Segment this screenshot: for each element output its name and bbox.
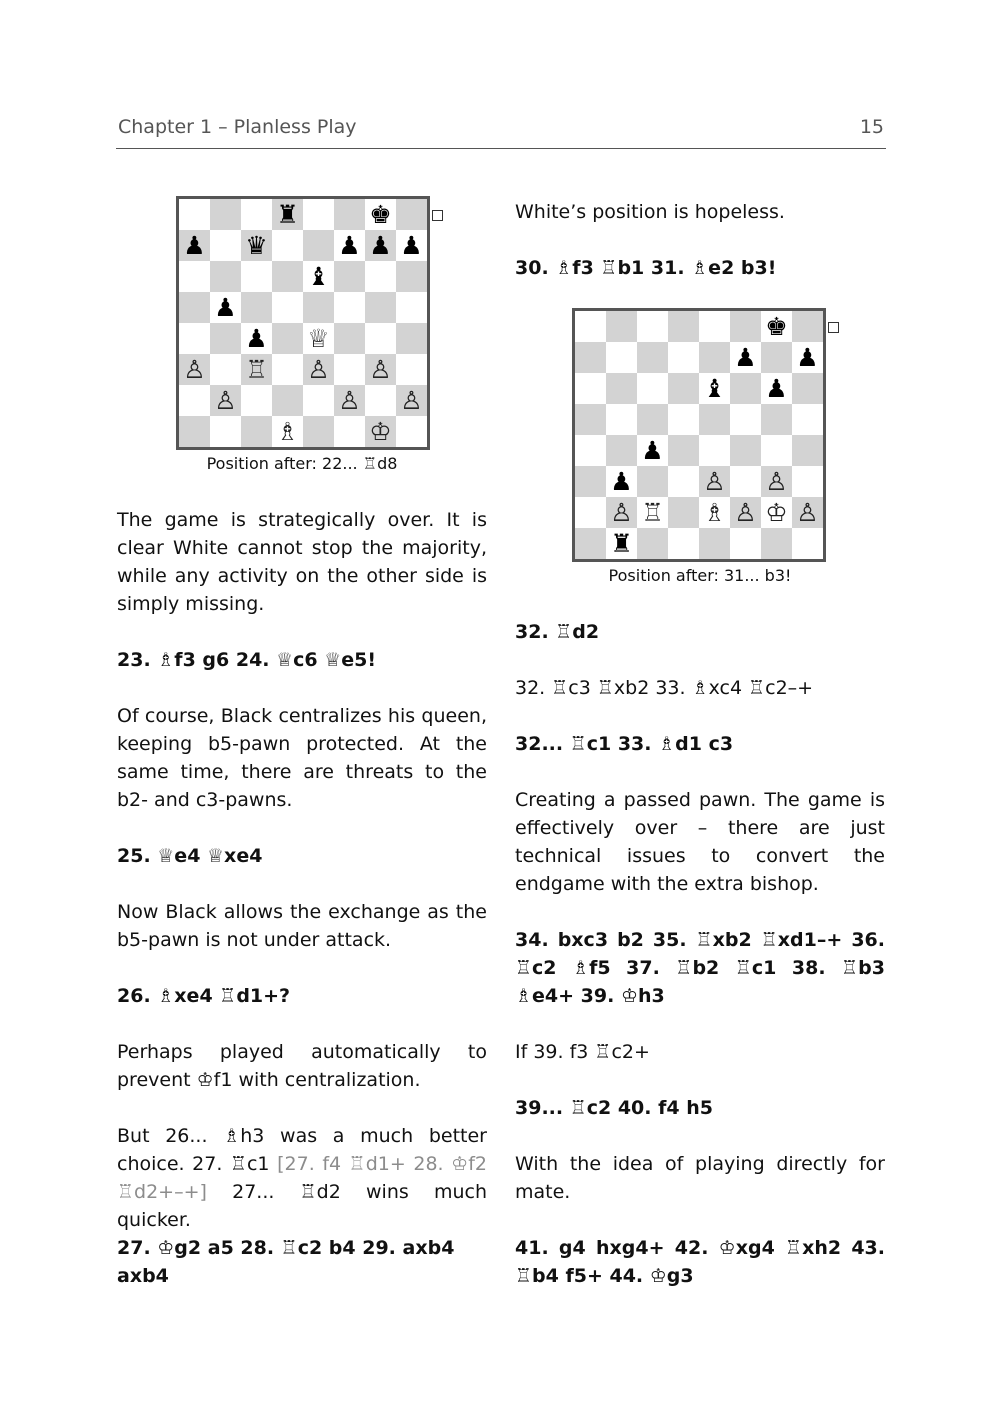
chess-piece-icon: ♟ xyxy=(734,343,757,372)
square-a8 xyxy=(575,311,606,342)
chess-piece-icon: ♟ xyxy=(245,324,268,353)
square-h1 xyxy=(792,528,823,559)
chess-piece-icon: ♝ xyxy=(703,374,726,403)
square-e8 xyxy=(303,199,334,230)
chess-piece-icon: ♟ xyxy=(338,231,361,260)
paragraph xyxy=(117,1122,487,1234)
square-b6 xyxy=(606,373,637,404)
chess-piece-icon: ♜ xyxy=(276,200,299,229)
move-line: 23. ♗f3 g6 24. ♕c6 ♕e5! xyxy=(117,649,377,671)
square-b1 xyxy=(606,528,637,559)
chess-piece-icon: ♙ xyxy=(369,355,392,384)
square-c7 xyxy=(637,342,668,373)
square-b4 xyxy=(210,323,241,354)
diagram-1 xyxy=(117,196,487,476)
chess-piece-icon: ♗ xyxy=(703,498,726,527)
paragraph: Of course, Black centralizes his queen, keeping b5-pawn protected. At the same time, there are threats to the b2- and c3-pawns. xyxy=(117,705,487,811)
square-e3 xyxy=(699,466,730,497)
chess-piece-icon: ♝ xyxy=(307,262,330,291)
square-a2 xyxy=(179,385,210,416)
square-d1 xyxy=(272,416,303,447)
square-c4 xyxy=(241,323,272,354)
chess-piece-icon: ♔ xyxy=(765,498,788,527)
move-line: 30. ♗f3 ♖b1 31. ♗e2 b3! xyxy=(515,257,777,279)
paragraph: White’s position is hopeless. xyxy=(515,201,785,223)
square-h5 xyxy=(396,292,427,323)
square-b5 xyxy=(606,404,637,435)
square-h8 xyxy=(792,311,823,342)
square-b8 xyxy=(210,199,241,230)
square-c8 xyxy=(241,199,272,230)
square-h1 xyxy=(396,416,427,447)
square-g7 xyxy=(761,342,792,373)
chess-piece-icon: ♚ xyxy=(765,312,788,341)
square-g4 xyxy=(365,323,396,354)
square-h5 xyxy=(792,404,823,435)
square-d3 xyxy=(668,466,699,497)
chess-piece-icon: ♚ xyxy=(369,200,392,229)
square-a6 xyxy=(179,261,210,292)
move-line: 26. ♗xe4 ♖d1+? xyxy=(117,985,291,1007)
square-a1 xyxy=(575,528,606,559)
chess-piece-icon: ♖ xyxy=(641,498,664,527)
square-g5 xyxy=(365,292,396,323)
chess-piece-icon: ♟ xyxy=(641,436,664,465)
square-f3 xyxy=(730,466,761,497)
page-number: 15 xyxy=(859,116,884,138)
square-e4 xyxy=(699,435,730,466)
paragraph: Now Black allows the exchange as the b5-pawn is not under attack. xyxy=(117,901,487,951)
square-h3 xyxy=(396,354,427,385)
paragraph: 32. ♖c3 ♖xb2 33. ♗xc4 ♖c2–+ xyxy=(515,677,814,699)
square-a6 xyxy=(575,373,606,404)
square-b2 xyxy=(210,385,241,416)
chess-piece-icon: ♙ xyxy=(307,355,330,384)
square-d5 xyxy=(272,292,303,323)
square-d7 xyxy=(668,342,699,373)
square-c3 xyxy=(637,466,668,497)
square-c7 xyxy=(241,230,272,261)
square-h7 xyxy=(396,230,427,261)
square-e5 xyxy=(699,404,730,435)
square-b7 xyxy=(606,342,637,373)
square-c4 xyxy=(637,435,668,466)
square-g2 xyxy=(761,497,792,528)
square-c5 xyxy=(241,292,272,323)
chapter-title: Chapter 1 – Planless Play xyxy=(118,116,357,138)
square-h6 xyxy=(792,373,823,404)
chess-piece-icon: ♙ xyxy=(400,386,423,415)
variation-bracket: [27. f4 ♖d1+ 28. ♔f2 ♖d2+–+] xyxy=(117,1153,487,1203)
chess-board-2 xyxy=(572,308,826,562)
square-d6 xyxy=(272,261,303,292)
chess-piece-icon: ♟ xyxy=(400,231,423,260)
square-e4 xyxy=(303,323,334,354)
square-e2 xyxy=(303,385,334,416)
square-h3 xyxy=(792,466,823,497)
move-line: 39... ♖c2 40. f4 h5 xyxy=(515,1097,713,1119)
square-b7 xyxy=(210,230,241,261)
square-h4 xyxy=(792,435,823,466)
square-b1 xyxy=(210,416,241,447)
square-b8 xyxy=(606,311,637,342)
square-b6 xyxy=(210,261,241,292)
square-a5 xyxy=(179,292,210,323)
square-f6 xyxy=(334,261,365,292)
square-c1 xyxy=(241,416,272,447)
square-d2 xyxy=(668,497,699,528)
square-a7 xyxy=(575,342,606,373)
chess-piece-icon: ♙ xyxy=(338,386,361,415)
square-a2 xyxy=(575,497,606,528)
page-header xyxy=(116,114,886,149)
square-h6 xyxy=(396,261,427,292)
square-c8 xyxy=(637,311,668,342)
side-to-move-marker xyxy=(432,210,443,221)
square-e6 xyxy=(303,261,334,292)
paragraph: The game is strategically over. It is clear White cannot stop the majority, while any activity on the other side is simply missing. xyxy=(117,509,487,615)
square-h4 xyxy=(396,323,427,354)
chess-piece-icon: ♙ xyxy=(703,467,726,496)
square-g3 xyxy=(365,354,396,385)
square-b2 xyxy=(606,497,637,528)
square-a7 xyxy=(179,230,210,261)
square-d3 xyxy=(272,354,303,385)
square-b5 xyxy=(210,292,241,323)
square-e7 xyxy=(303,230,334,261)
square-a3 xyxy=(179,354,210,385)
paragraph: Perhaps played automatically to prevent ♔f1 with centralization. xyxy=(117,1041,487,1091)
square-f6 xyxy=(730,373,761,404)
square-g1 xyxy=(365,416,396,447)
square-f4 xyxy=(334,323,365,354)
square-e3 xyxy=(303,354,334,385)
variation-text: But 26... ♗h3 was a much better choice. 27. ♖c1 xyxy=(117,1125,487,1175)
square-f5 xyxy=(730,404,761,435)
square-a1 xyxy=(179,416,210,447)
square-d8 xyxy=(668,311,699,342)
square-f1 xyxy=(334,416,365,447)
square-c6 xyxy=(241,261,272,292)
move-line: 32. ♖d2 xyxy=(515,621,600,643)
move-line: 41. g4 hxg4+ 42. ♔xg4 ♖xh2 43. ♖b4 f5+ 44. ♔g3 xyxy=(515,1237,885,1287)
variation-text-end: 27... ♖d2 wins much quicker. xyxy=(117,1181,487,1231)
square-a4 xyxy=(179,323,210,354)
chess-piece-icon: ♙ xyxy=(214,386,237,415)
square-g3 xyxy=(761,466,792,497)
chess-piece-icon: ♟ xyxy=(610,467,633,496)
paragraph: With the idea of playing directly for mate. xyxy=(515,1153,885,1203)
square-d1 xyxy=(668,528,699,559)
square-a3 xyxy=(575,466,606,497)
chess-piece-icon: ♙ xyxy=(765,467,788,496)
chess-piece-icon: ♙ xyxy=(610,498,633,527)
square-a5 xyxy=(575,404,606,435)
side-to-move-marker xyxy=(828,322,839,333)
chess-piece-icon: ♙ xyxy=(734,498,757,527)
chess-piece-icon: ♙ xyxy=(796,498,819,527)
square-c1 xyxy=(637,528,668,559)
chess-piece-icon: ♕ xyxy=(307,324,330,353)
square-g7 xyxy=(365,230,396,261)
chess-piece-icon: ♟ xyxy=(765,374,788,403)
diagram-2 xyxy=(515,308,885,588)
square-c2 xyxy=(241,385,272,416)
square-a4 xyxy=(575,435,606,466)
chess-piece-icon: ♗ xyxy=(276,417,299,446)
square-e6 xyxy=(699,373,730,404)
chess-piece-icon: ♜ xyxy=(610,529,633,558)
chess-piece-icon: ♟ xyxy=(214,293,237,322)
square-d7 xyxy=(272,230,303,261)
diagram-1-caption: Position after: 22... ♖d8 xyxy=(206,454,398,473)
square-e5 xyxy=(303,292,334,323)
square-e8 xyxy=(699,311,730,342)
square-h2 xyxy=(792,497,823,528)
square-g1 xyxy=(761,528,792,559)
square-a8 xyxy=(179,199,210,230)
square-c2 xyxy=(637,497,668,528)
square-d5 xyxy=(668,404,699,435)
square-e2 xyxy=(699,497,730,528)
diagram-2-caption: Position after: 31... b3! xyxy=(608,566,792,585)
paragraph: If 39. f3 ♖c2+ xyxy=(515,1041,650,1063)
square-e1 xyxy=(699,528,730,559)
square-g5 xyxy=(761,404,792,435)
square-c6 xyxy=(637,373,668,404)
square-g6 xyxy=(365,261,396,292)
square-f3 xyxy=(334,354,365,385)
chess-board-1 xyxy=(176,196,430,450)
move-line: 34. bxc3 b2 35. ♖xb2 ♖xd1–+ 36. ♖c2 ♗f5 37. ♖b2 ♖c1 38. ♖b3 ♗e4+ 39. ♔h3 xyxy=(515,929,885,1007)
square-h2 xyxy=(396,385,427,416)
paragraph: Creating a passed pawn. The game is effectively over – there are just technical issues to convert the endgame with the extra bishop. xyxy=(515,789,885,895)
square-g8 xyxy=(761,311,792,342)
square-f2 xyxy=(334,385,365,416)
square-b3 xyxy=(606,466,637,497)
square-d6 xyxy=(668,373,699,404)
square-f8 xyxy=(730,311,761,342)
move-line: 25. ♕e4 ♕xe4 xyxy=(117,845,263,867)
move-line: 32... ♖c1 33. ♗d1 c3 xyxy=(515,733,734,755)
chess-piece-icon: ♟ xyxy=(183,231,206,260)
square-f8 xyxy=(334,199,365,230)
chess-piece-icon: ♖ xyxy=(245,355,268,384)
square-e7 xyxy=(699,342,730,373)
square-c5 xyxy=(637,404,668,435)
chess-piece-icon: ♔ xyxy=(369,417,392,446)
chess-piece-icon: ♟ xyxy=(796,343,819,372)
chess-piece-icon: ♙ xyxy=(183,355,206,384)
square-b3 xyxy=(210,354,241,385)
square-d4 xyxy=(668,435,699,466)
chess-piece-icon: ♟ xyxy=(369,231,392,260)
square-g8 xyxy=(365,199,396,230)
square-e1 xyxy=(303,416,334,447)
square-b4 xyxy=(606,435,637,466)
chess-piece-icon: ♛ xyxy=(245,231,268,260)
square-f7 xyxy=(730,342,761,373)
square-d2 xyxy=(272,385,303,416)
square-g2 xyxy=(365,385,396,416)
square-d4 xyxy=(272,323,303,354)
square-g6 xyxy=(761,373,792,404)
square-d8 xyxy=(272,199,303,230)
square-h8 xyxy=(396,199,427,230)
square-f5 xyxy=(334,292,365,323)
square-f4 xyxy=(730,435,761,466)
square-f1 xyxy=(730,528,761,559)
square-f7 xyxy=(334,230,365,261)
square-f2 xyxy=(730,497,761,528)
left-column xyxy=(117,196,487,1287)
square-g4 xyxy=(761,435,792,466)
square-h7 xyxy=(792,342,823,373)
move-line: 27. ♔g2 a5 28. ♖c2 b4 29. axb4 axb4 xyxy=(117,1237,455,1287)
square-c3 xyxy=(241,354,272,385)
